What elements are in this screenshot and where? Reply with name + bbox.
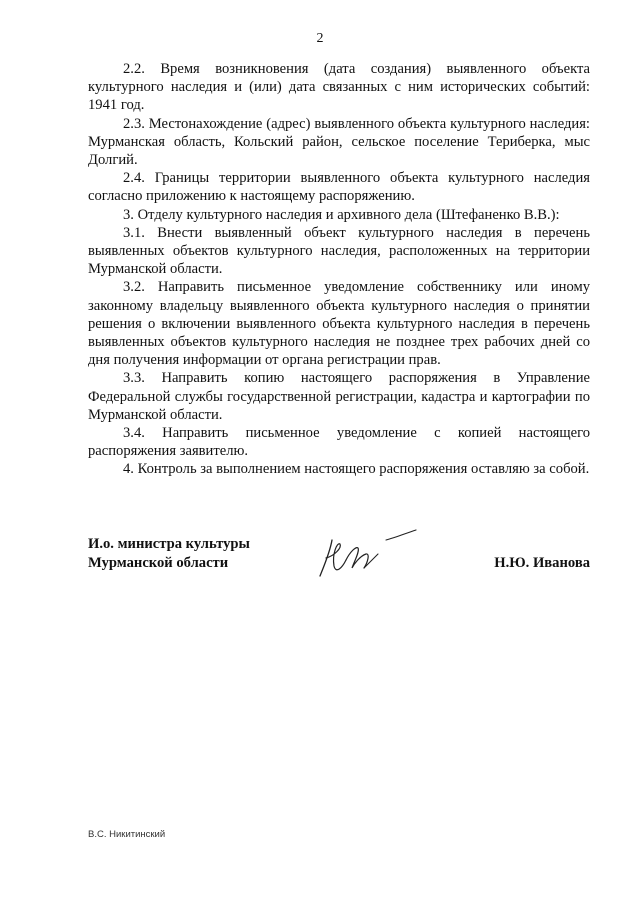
paragraph-3-1: 3.1. Внести выявленный объект культурного наследия в перечень выявленных объектов культурного наследия, расположенных на территории Мурманской области. bbox=[88, 224, 590, 278]
paragraph-3-2: 3.2. Направить письменное уведомление собственнику или иному законному владельцу выявленного объекта культурного наследия о принятии решения о включении выявленного объекта культурного наследия в перечень выявленных объектов культурного наследия не позднее трех рабочих дней со дня получения информации от органа регистрации прав. bbox=[88, 279, 590, 369]
paragraph-2-2: 2.2. Время возникновения (дата создания) выявленного объекта культурного наследия и (или) дата связанных с ним исторических событий: 1941 год. bbox=[88, 61, 590, 114]
signatory-title-line1: И.о. министра культуры bbox=[88, 536, 250, 552]
handwritten-signature bbox=[312, 518, 422, 584]
paragraph-3-3: 3.3. Направить копию настоящего распоряжения в Управление Федеральной службы государственной регистрации, кадастра и картографии по Мурманской области. bbox=[88, 370, 590, 423]
paragraph-2-3: 2.3. Местонахождение (адрес) выявленного объекта культурного наследия: Мурманская область, Кольский район, сельское поселение Териберка, мыс Долгий. bbox=[88, 115, 590, 169]
page-number: 2 bbox=[316, 31, 324, 46]
executor-name: В.С. Никитинский bbox=[88, 829, 166, 840]
document-body bbox=[88, 60, 590, 479]
signatory-name: Н.Ю. Иванова bbox=[494, 555, 590, 571]
paragraph-3: 3. Отделу культурного наследия и архивного дела (Штефаненко В.В.): bbox=[123, 206, 560, 223]
paragraph-4: 4. Контроль за выполнением настоящего распоряжения оставляю за собой. bbox=[123, 461, 590, 478]
signatory-title-line2: Мурманской области bbox=[88, 554, 229, 571]
paragraph-2-4: 2.4. Границы территории выявленного объекта культурного наследия согласно приложению к настоящему распоряжению. bbox=[88, 170, 590, 205]
signatory-title bbox=[88, 535, 250, 572]
paragraph-3-4: 3.4. Направить письменное уведомление с копией настоящего распоряжения заявителю. bbox=[88, 425, 590, 460]
